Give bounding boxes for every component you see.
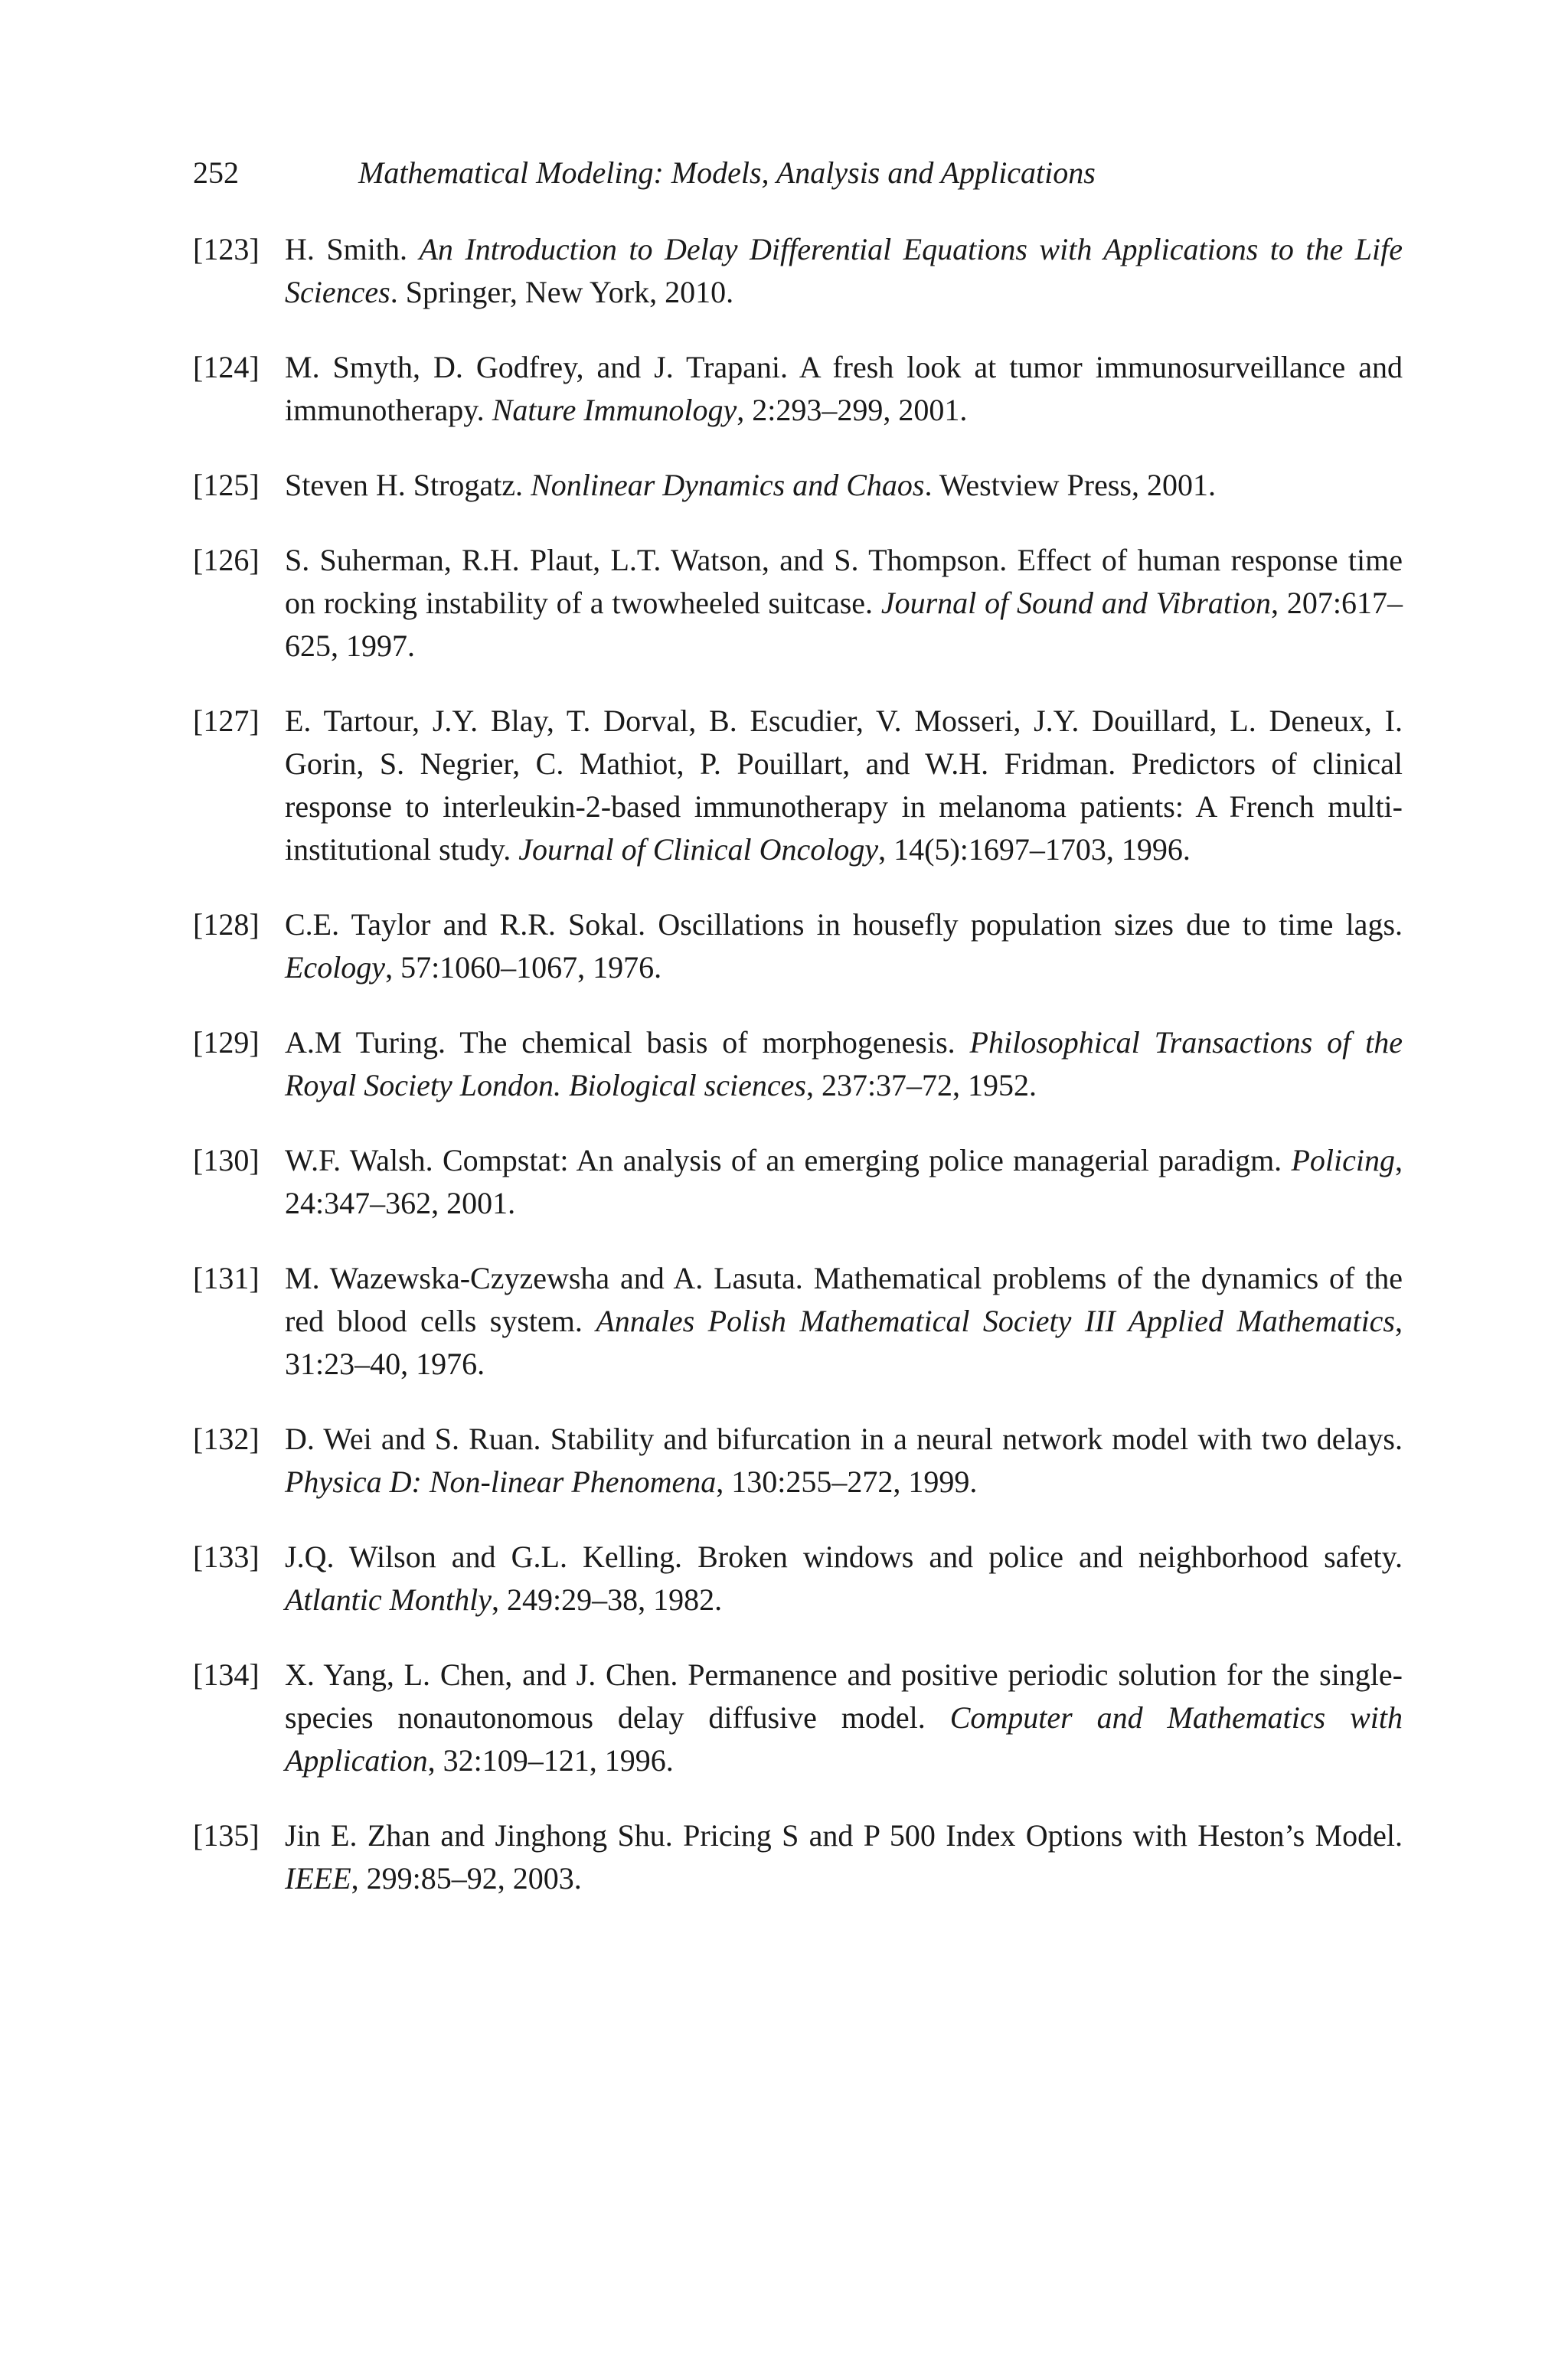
reference-venue: Policing — [1291, 1143, 1396, 1177]
reference-title: Broken windows and police and neighborhood safety. — [697, 1540, 1403, 1574]
reference-venue: Ecology — [285, 950, 386, 985]
reference-number: [134] — [193, 1657, 260, 1692]
reference-entry — [193, 1257, 1403, 1386]
reference-authors: M. Smyth, D. Godfrey, and J. Trapani. — [285, 350, 799, 384]
reference-venue: Journal of Sound and Vibration — [880, 586, 1272, 620]
reference-authors: E. Tartour, J.Y. Blay, T. Dorval, B. Escudier, V. Mosseri, J.Y. Douillard, L. Deneux, I. Gorin, S. Negrier, C. Mathiot, P. Pouillart, and W.H. Fridman. — [285, 704, 1403, 781]
reference-title: Stability and bifurcation in a neural network model with two delays. — [550, 1422, 1403, 1456]
reference-authors: A.M Turing. — [285, 1025, 460, 1060]
reference-entry — [193, 346, 1403, 432]
reference-number: [125] — [193, 468, 260, 502]
reference-number: [127] — [193, 704, 260, 738]
reference-venue: Annales Polish Mathematical Society III Applied Mathematics — [596, 1304, 1395, 1338]
reference-authors: J.Q. Wilson and G.L. Kelling. — [285, 1540, 698, 1574]
reference-authors: Steven H. Strogatz. — [285, 468, 531, 502]
reference-authors: D. Wei and S. Ruan. — [285, 1422, 550, 1456]
reference-authors: S. Suherman, R.H. Plaut, L.T. Watson, and S. Thompson. — [285, 543, 1018, 577]
reference-entry — [193, 1814, 1403, 1900]
reference-details: , 31:23–40, 1976. — [285, 1304, 1403, 1381]
reference-authors: H. Smith. — [285, 232, 420, 266]
reference-details: , 237:37–72, 1952. — [805, 1068, 1037, 1102]
reference-details: , 130:255–272, 1999. — [716, 1465, 978, 1499]
reference-entry — [193, 1418, 1403, 1504]
reference-authors: W.F. Walsh. — [285, 1143, 443, 1177]
reference-venue: Philosophical Transactions of the Royal Society London. Biological sciences — [285, 1025, 1403, 1102]
reference-details: , 249:29–38, 1982. — [491, 1582, 723, 1617]
reference-venue: Journal of Clinical Oncology — [518, 832, 879, 867]
reference-number: [131] — [193, 1261, 260, 1295]
reference-number: [124] — [193, 350, 260, 384]
reference-entry — [193, 464, 1403, 507]
reference-title: Pricing S and P 500 Index Options with Heston’s Model. — [683, 1818, 1403, 1853]
reference-venue: An Introduction to Delay Differential Equations with Applications to the Life Sciences — [285, 232, 1403, 309]
reference-title: The chemical basis of morphogenesis. — [459, 1025, 970, 1060]
reference-details: . Westview Press, 2001. — [924, 468, 1216, 502]
reference-authors: M. Wazewska-Czyzewsha and A. Lasuta. — [285, 1261, 814, 1295]
reference-details: , 57:1060–1067, 1976. — [385, 950, 662, 985]
reference-details: . Springer, New York, 2010. — [390, 275, 734, 309]
reference-venue: Atlantic Monthly — [285, 1582, 492, 1617]
reference-title: Permanence and positive periodic solution for the single-species nonautonomous delay diffusive model. — [285, 1657, 1403, 1735]
reference-entry — [193, 903, 1403, 989]
reference-venue: Nonlinear Dynamics and Chaos — [531, 468, 925, 502]
page-number: 252 — [193, 155, 239, 190]
reference-number: [132] — [193, 1422, 260, 1456]
reference-number: [123] — [193, 232, 260, 266]
reference-title: Oscillations in housefly population sizes due to time lags. — [658, 907, 1403, 942]
reference-title: Predictors of clinical response to interleukin-2-based immunotherapy in melanoma patients: A French multi-institutional study. — [285, 746, 1403, 867]
reference-number: [126] — [193, 543, 260, 577]
reference-entry — [193, 1021, 1403, 1107]
reference-details: , 24:347–362, 2001. — [285, 1143, 1403, 1220]
reference-authors: C.E. Taylor and R.R. Sokal. — [285, 907, 658, 942]
reference-entry — [193, 228, 1403, 314]
reference-number: [133] — [193, 1540, 260, 1574]
reference-entry — [193, 539, 1403, 668]
reference-entry — [193, 1139, 1403, 1225]
reference-title: Effect of human response time on rocking instability of a twowheeled suitcase. — [285, 543, 1403, 620]
reference-authors: X. Yang, L. Chen, and J. Chen. — [285, 1657, 688, 1692]
reference-venue: Nature Immunology — [492, 393, 737, 427]
reference-number: [129] — [193, 1025, 260, 1060]
reference-title: A fresh look at tumor immunosurveillance and immunotherapy. — [285, 350, 1403, 427]
page-header — [193, 150, 1403, 196]
reference-entry — [193, 1536, 1403, 1621]
reference-title: Compstat: An analysis of an emerging police managerial paradigm. — [442, 1143, 1292, 1177]
reference-entry — [193, 1654, 1403, 1782]
reference-number: [135] — [193, 1818, 260, 1853]
reference-number: [128] — [193, 907, 260, 942]
reference-venue: Computer and Mathematics with Application — [285, 1700, 1403, 1778]
reference-details: , 207:617–625, 1997. — [285, 586, 1403, 663]
reference-details: , 14(5):1697–1703, 1996. — [878, 832, 1191, 867]
reference-details: , 2:293–299, 2001. — [737, 393, 968, 427]
reference-title: Mathematical problems of the dynamics of the red blood cells system. — [285, 1261, 1403, 1338]
reference-entry — [193, 700, 1403, 871]
reference-list — [193, 228, 1403, 1900]
reference-venue: IEEE — [285, 1861, 351, 1896]
reference-venue: Physica D: Non-linear Phenomena — [285, 1465, 717, 1499]
reference-details: , 32:109–121, 1996. — [427, 1743, 674, 1778]
reference-details: , 299:85–92, 2003. — [351, 1861, 582, 1896]
reference-authors: Jin E. Zhan and Jinghong Shu. — [285, 1818, 684, 1853]
reference-number: [130] — [193, 1143, 260, 1177]
running-title: Mathematical Modeling: Models, Analysis and Applications — [358, 155, 1096, 190]
